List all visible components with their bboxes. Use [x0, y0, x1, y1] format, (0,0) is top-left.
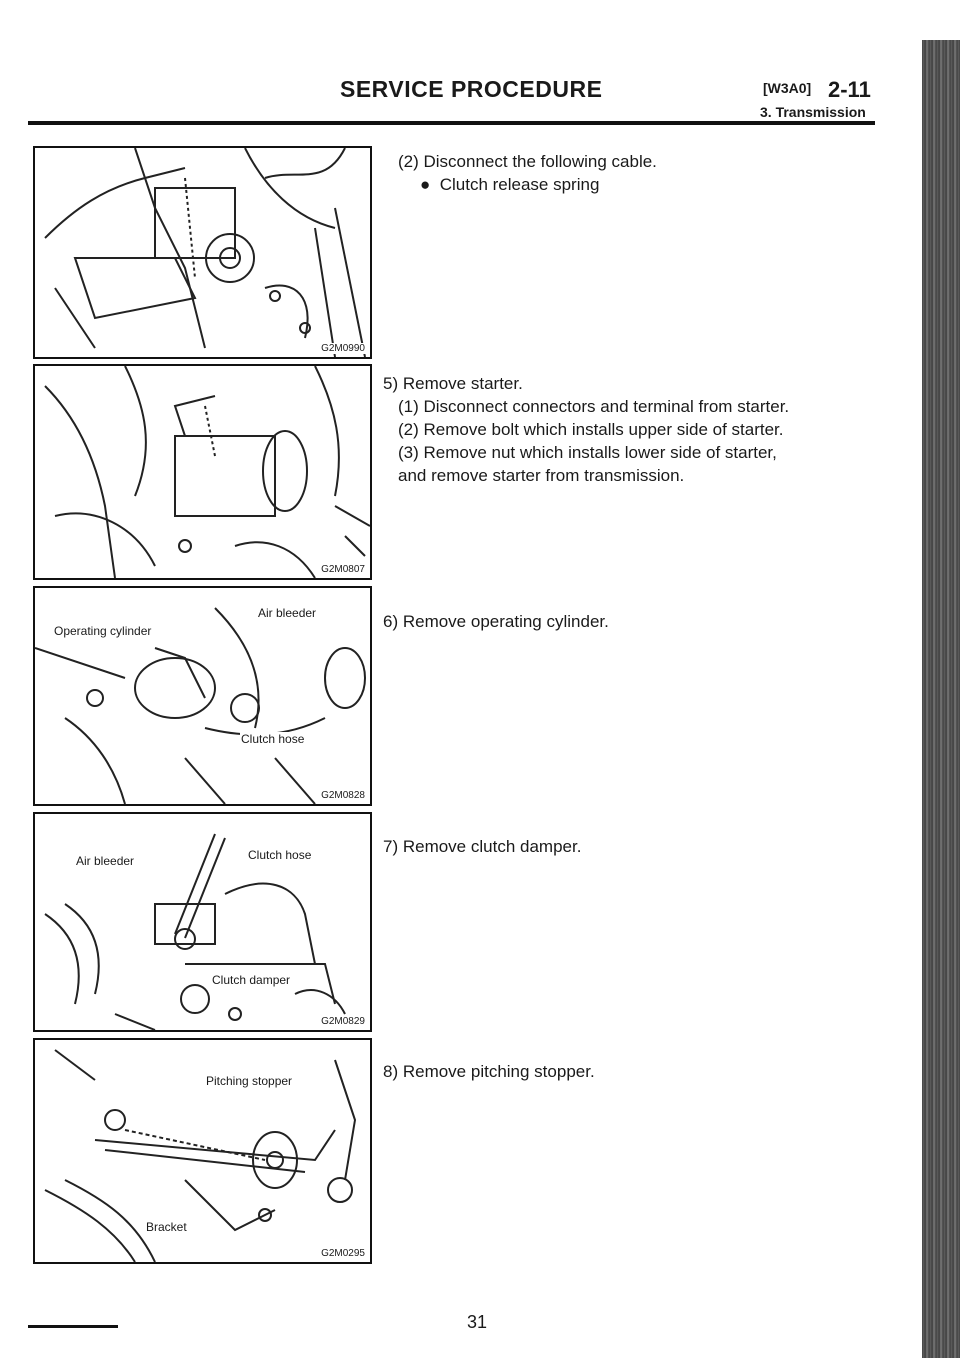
figure-clutch-release-spring	[33, 146, 372, 359]
page-title: SERVICE PROCEDURE	[340, 76, 603, 102]
step-5-sub-3: (3) Remove nut which installs lower side of starter,	[398, 443, 777, 462]
step-5-sub-1: (1) Disconnect connectors and terminal from starter.	[398, 397, 790, 416]
figure-id: G2M0807	[321, 564, 365, 575]
page-number: 31	[467, 1312, 488, 1332]
step-8: 8) Remove pitching stopper.	[383, 1062, 595, 1081]
figure-id: G2M0828	[321, 790, 365, 801]
step-2-bullet: ● Clutch release spring	[420, 175, 600, 194]
header-rule	[28, 121, 875, 125]
figure-id: G2M0829	[321, 1016, 365, 1027]
step-2-bullet-text: Clutch release spring	[439, 175, 600, 194]
figure-id: G2M0990	[321, 343, 365, 354]
section-name: 3. Transmission	[760, 104, 866, 120]
step-5-heading: 5) Remove starter.	[383, 374, 523, 393]
callout-bracket: Bracket	[146, 1220, 187, 1234]
callout-clutch-damper: Clutch damper	[212, 973, 291, 987]
figure-operating-cylinder	[33, 586, 372, 806]
scan-edge-shadow	[922, 40, 960, 1358]
step-2-heading: (2) Disconnect the following cable.	[398, 152, 657, 171]
section-code: [W3A0]	[763, 80, 812, 96]
step-6: 6) Remove operating cylinder.	[383, 612, 609, 631]
step-5-sub-3-cont: and remove starter from transmission.	[398, 466, 685, 485]
callout-operating-cylinder: Operating cylinder	[54, 624, 152, 638]
engine-illustration-5	[35, 1040, 370, 1262]
callout-pitching-stopper: Pitching stopper	[206, 1074, 293, 1088]
page-reference: 2-11	[828, 77, 871, 102]
callout-air-bleeder: Air bleeder	[76, 854, 135, 868]
engine-illustration-2	[35, 366, 370, 578]
engine-illustration-1	[35, 148, 370, 357]
figure-pitching-stopper	[33, 1038, 372, 1264]
callout-clutch-hose: Clutch hose	[241, 732, 305, 746]
figure-id: G2M0295	[321, 1248, 365, 1259]
callout-clutch-hose: Clutch hose	[248, 848, 312, 862]
callout-air-bleeder: Air bleeder	[258, 606, 317, 620]
engine-illustration-4	[35, 814, 370, 1030]
step-5-sub-2: (2) Remove bolt which installs upper side of starter.	[398, 420, 784, 439]
figure-clutch-damper	[33, 812, 372, 1032]
step-7: 7) Remove clutch damper.	[383, 837, 582, 856]
figure-starter	[33, 364, 372, 580]
engine-illustration-3	[35, 588, 370, 804]
footer-mark	[28, 1325, 118, 1328]
